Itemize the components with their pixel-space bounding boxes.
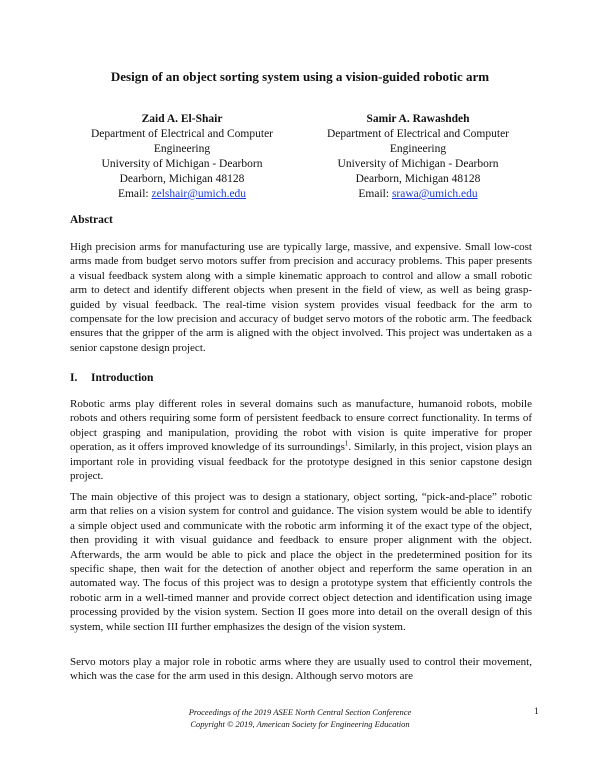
section-number: I. (70, 372, 78, 384)
author-email-line (62, 187, 302, 202)
intro-paragraph-3: Servo motors play a major role in robotic arms where they are usually used to control their movement, which was the case for the arm used in this design. Although servo motors are (70, 656, 532, 683)
author-name: Zaid A. El-Shair (141, 113, 223, 125)
footer-copyright: Copyright © 2019, American Society for Engineering Education (190, 718, 410, 729)
paper-title: Design of an object sorting system using a vision-guided robotic arm (110, 69, 490, 84)
author-name: Samir A. Rawashdeh (366, 113, 470, 125)
abstract-heading: Abstract (70, 214, 113, 226)
author-university: University of Michigan - Dearborn (101, 158, 263, 170)
author-block-1 (62, 112, 302, 202)
author-department: Department of Electrical and Computer (90, 128, 273, 140)
intro-paragraph-1 (70, 397, 532, 483)
author-block-2 (298, 112, 538, 202)
introduction-heading (70, 372, 153, 384)
author-email-link[interactable]: zelshair@umich.edu (151, 188, 247, 200)
footer-proceedings: Proceedings of the 2019 ASEE North Central Section Conference (188, 707, 412, 717)
author-city: Dearborn, Michigan 48128 (355, 173, 481, 185)
intro-paragraph-2: The main objective of this project was to design a stationary, object sorting, “pick-and-place” robotic arm that relies on a vision system for control and guidance. The vision system would be able to identify a simple object used and communicate with the robotic arm informing it of the exact type of the object, then providing it with visual guidance and feedback to ensure proper alignment with the object. Afterwards, the arm would be able to pick and place the object in the predetermined position for its specific shape, then wait for the detection of another object and reperform the same operation in an automated way. The focus of this project was to design a prototype system that efficiently controls the robotic arm in a well-timed manner and provide correct object detection and identification using image processing provided by the vision system. Section II goes more into detail on the overall design of this system, while section III further emphasizes the design of the vision system. (70, 491, 532, 633)
author-email-label: Email: (117, 188, 152, 200)
page-footer (0, 707, 600, 730)
author-department-cont: Engineering (389, 143, 447, 155)
footnote-reference[interactable]: 1 (344, 439, 349, 448)
author-email-link[interactable]: srawa@umich.edu (391, 188, 478, 200)
intro-paragraph-1-rest: . Similarly, in this project, vision plays an important role in providing visual feedback for the prototype designed in this senior capstone design project. (70, 441, 532, 483)
author-email-label: Email: (358, 188, 392, 200)
author-university: University of Michigan - Dearborn (337, 158, 499, 170)
intro-paragraph-1-text: Robotic arms play different roles in several domains such as manufacture, humanoid robots, mobile robots and others requiring some form of persistent feedback to ensure correct functionality. In terms of object grasping and manipulation, providing the robot with vision is quite imperative for proper operation, as it offers improved knowledge of its surroundings (70, 398, 532, 454)
page-number: 1 (534, 707, 539, 717)
section-title: Introduction (91, 372, 154, 384)
author-department: Department of Electrical and Computer (326, 128, 509, 140)
abstract-text: High precision arms for manufacturing use are typically large, massive, and expensive. Small low-cost arms made from budget servo motors suffer from precision and accuracy problems. This paper presents a visual feedback system along with a simple kinematic approach to control and allow a small robotic arm to detect and identify different objects when present in the field of view, as well as being grasp-guided by visual feedback. The real-time vision system provides visual feedback for the arm to compensate for the low precision and accuracy of budget servo motors of the robotic arm. The feedback ensures that the gripper of the arm is aligned with the object involved. This project was undertaken as a senior capstone design project. (70, 241, 532, 354)
author-city: Dearborn, Michigan 48128 (119, 173, 245, 185)
author-department-cont: Engineering (153, 143, 211, 155)
author-email-line (298, 187, 538, 202)
